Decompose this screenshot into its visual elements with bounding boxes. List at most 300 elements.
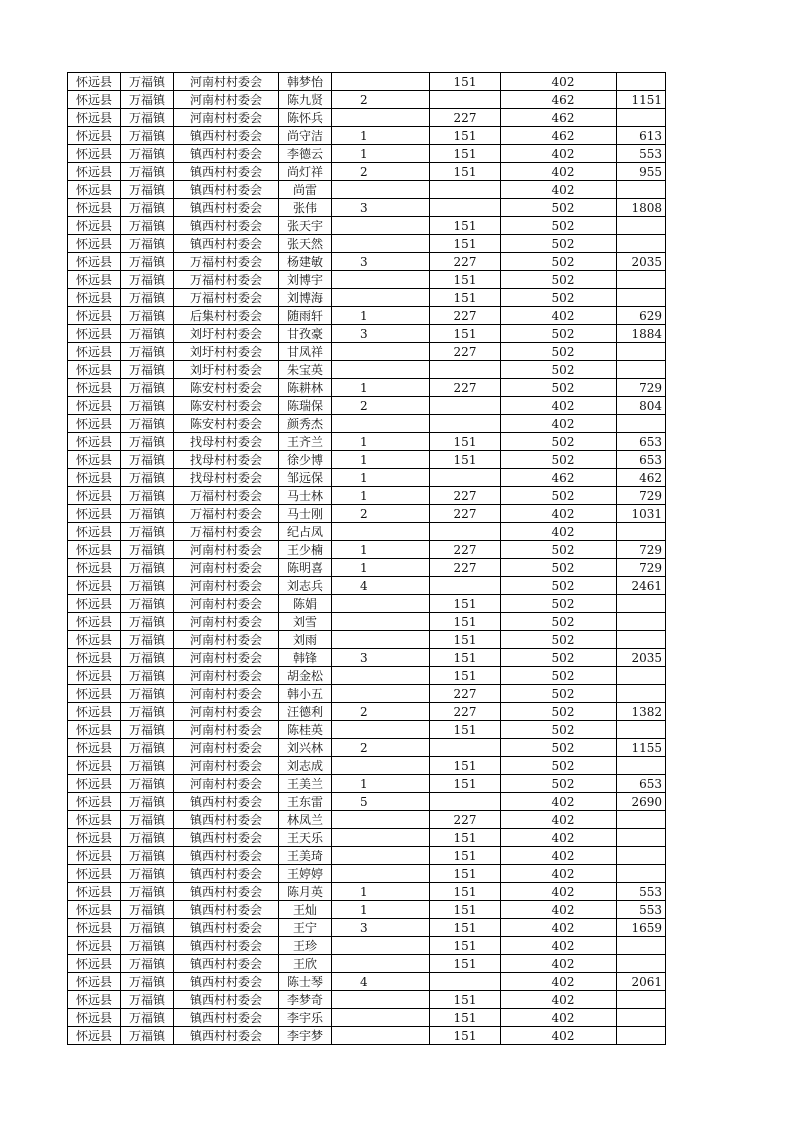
- count-cell: 1: [332, 127, 430, 145]
- name-cell: 刘雨: [279, 631, 332, 649]
- amount-a-cell: 227: [430, 685, 501, 703]
- name-cell: 尚雷: [279, 181, 332, 199]
- total-cell: [617, 73, 666, 91]
- town-cell: 万福镇: [121, 145, 174, 163]
- amount-b-cell: 502: [501, 289, 617, 307]
- county-cell: 怀远县: [68, 955, 121, 973]
- amount-a-cell: [430, 973, 501, 991]
- village-cell: 河南村村委会: [174, 595, 279, 613]
- amount-b-cell: 502: [501, 217, 617, 235]
- total-cell: [617, 829, 666, 847]
- county-cell: 怀远县: [68, 775, 121, 793]
- name-cell: 徐少博: [279, 451, 332, 469]
- count-cell: [332, 1027, 430, 1045]
- count-cell: [332, 271, 430, 289]
- name-cell: 张伟: [279, 199, 332, 217]
- amount-a-cell: 151: [430, 883, 501, 901]
- table-row: [68, 541, 666, 559]
- amount-b-cell: 402: [501, 1009, 617, 1027]
- amount-b-cell: 502: [501, 703, 617, 721]
- county-cell: 怀远县: [68, 505, 121, 523]
- county-cell: 怀远县: [68, 1027, 121, 1045]
- count-cell: [332, 415, 430, 433]
- amount-a-cell: 151: [430, 271, 501, 289]
- amount-b-cell: 402: [501, 955, 617, 973]
- village-cell: 找母村村委会: [174, 451, 279, 469]
- name-cell: 王婷婷: [279, 865, 332, 883]
- total-cell: [617, 109, 666, 127]
- amount-a-cell: 227: [430, 505, 501, 523]
- county-cell: 怀远县: [68, 181, 121, 199]
- total-cell: 1884: [617, 325, 666, 343]
- village-cell: 刘圩村村委会: [174, 361, 279, 379]
- amount-b-cell: 402: [501, 73, 617, 91]
- village-cell: 河南村村委会: [174, 703, 279, 721]
- table-row: [68, 505, 666, 523]
- amount-a-cell: [430, 361, 501, 379]
- count-cell: [332, 361, 430, 379]
- amount-a-cell: 151: [430, 433, 501, 451]
- village-cell: 河南村村委会: [174, 541, 279, 559]
- amount-b-cell: 502: [501, 775, 617, 793]
- amount-a-cell: 151: [430, 325, 501, 343]
- count-cell: 3: [332, 649, 430, 667]
- table-row: [68, 991, 666, 1009]
- total-cell: 804: [617, 397, 666, 415]
- village-cell: 陈安村村委会: [174, 397, 279, 415]
- amount-a-cell: 151: [430, 955, 501, 973]
- town-cell: 万福镇: [121, 577, 174, 595]
- total-cell: [617, 1027, 666, 1045]
- amount-b-cell: 402: [501, 523, 617, 541]
- amount-a-cell: 151: [430, 847, 501, 865]
- town-cell: 万福镇: [121, 847, 174, 865]
- county-cell: 怀远县: [68, 487, 121, 505]
- table-row: [68, 271, 666, 289]
- table-row: [68, 451, 666, 469]
- table-row: [68, 649, 666, 667]
- table-row: [68, 325, 666, 343]
- village-cell: 镇西村村委会: [174, 829, 279, 847]
- amount-b-cell: 402: [501, 919, 617, 937]
- village-cell: 镇西村村委会: [174, 127, 279, 145]
- total-cell: 1031: [617, 505, 666, 523]
- amount-b-cell: 502: [501, 343, 617, 361]
- count-cell: 2: [332, 703, 430, 721]
- name-cell: 邹远保: [279, 469, 332, 487]
- count-cell: [332, 613, 430, 631]
- amount-b-cell: 402: [501, 163, 617, 181]
- total-cell: [617, 721, 666, 739]
- total-cell: [617, 595, 666, 613]
- village-cell: 河南村村委会: [174, 685, 279, 703]
- count-cell: [332, 955, 430, 973]
- village-cell: 找母村村委会: [174, 469, 279, 487]
- amount-a-cell: 227: [430, 541, 501, 559]
- amount-a-cell: [430, 793, 501, 811]
- total-cell: 1382: [617, 703, 666, 721]
- name-cell: 王天乐: [279, 829, 332, 847]
- village-cell: 镇西村村委会: [174, 235, 279, 253]
- name-cell: 马士林: [279, 487, 332, 505]
- name-cell: 陈耕林: [279, 379, 332, 397]
- county-cell: 怀远县: [68, 973, 121, 991]
- amount-a-cell: 227: [430, 703, 501, 721]
- town-cell: 万福镇: [121, 289, 174, 307]
- name-cell: 陈瑞保: [279, 397, 332, 415]
- total-cell: 653: [617, 433, 666, 451]
- county-cell: 怀远县: [68, 199, 121, 217]
- count-cell: [332, 721, 430, 739]
- table-row: [68, 811, 666, 829]
- table-row: [68, 793, 666, 811]
- town-cell: 万福镇: [121, 199, 174, 217]
- town-cell: 万福镇: [121, 667, 174, 685]
- amount-b-cell: 502: [501, 613, 617, 631]
- count-cell: 4: [332, 577, 430, 595]
- amount-b-cell: 502: [501, 667, 617, 685]
- county-cell: 怀远县: [68, 613, 121, 631]
- name-cell: 颜秀杰: [279, 415, 332, 433]
- total-cell: 553: [617, 883, 666, 901]
- town-cell: 万福镇: [121, 415, 174, 433]
- amount-b-cell: 502: [501, 559, 617, 577]
- count-cell: 1: [332, 145, 430, 163]
- town-cell: 万福镇: [121, 721, 174, 739]
- name-cell: 刘雪: [279, 613, 332, 631]
- amount-a-cell: 151: [430, 73, 501, 91]
- amount-a-cell: 227: [430, 559, 501, 577]
- table-row: [68, 919, 666, 937]
- village-cell: 镇西村村委会: [174, 793, 279, 811]
- county-cell: 怀远县: [68, 235, 121, 253]
- table-row: [68, 703, 666, 721]
- county-cell: 怀远县: [68, 811, 121, 829]
- county-cell: 怀远县: [68, 757, 121, 775]
- amount-a-cell: 227: [430, 343, 501, 361]
- count-cell: [332, 181, 430, 199]
- village-cell: 镇西村村委会: [174, 973, 279, 991]
- name-cell: 王欣: [279, 955, 332, 973]
- town-cell: 万福镇: [121, 217, 174, 235]
- town-cell: 万福镇: [121, 775, 174, 793]
- county-cell: 怀远县: [68, 721, 121, 739]
- amount-b-cell: 402: [501, 829, 617, 847]
- village-cell: 镇西村村委会: [174, 919, 279, 937]
- count-cell: 1: [332, 487, 430, 505]
- county-cell: 怀远县: [68, 937, 121, 955]
- village-cell: 河南村村委会: [174, 91, 279, 109]
- amount-b-cell: 502: [501, 235, 617, 253]
- table-row: [68, 199, 666, 217]
- town-cell: 万福镇: [121, 181, 174, 199]
- county-cell: 怀远县: [68, 541, 121, 559]
- name-cell: 张天然: [279, 235, 332, 253]
- amount-a-cell: [430, 181, 501, 199]
- village-cell: 万福村村委会: [174, 505, 279, 523]
- town-cell: 万福镇: [121, 541, 174, 559]
- name-cell: 尚灯祥: [279, 163, 332, 181]
- amount-b-cell: 402: [501, 505, 617, 523]
- total-cell: 1151: [617, 91, 666, 109]
- total-cell: 729: [617, 487, 666, 505]
- amount-b-cell: 402: [501, 847, 617, 865]
- count-cell: [332, 667, 430, 685]
- amount-a-cell: 151: [430, 451, 501, 469]
- total-cell: 729: [617, 541, 666, 559]
- village-cell: 河南村村委会: [174, 667, 279, 685]
- village-cell: 陈安村村委会: [174, 415, 279, 433]
- count-cell: 3: [332, 919, 430, 937]
- amount-a-cell: 151: [430, 631, 501, 649]
- total-cell: 1659: [617, 919, 666, 937]
- table-row: [68, 235, 666, 253]
- total-cell: [617, 415, 666, 433]
- table-row: [68, 595, 666, 613]
- town-cell: 万福镇: [121, 793, 174, 811]
- town-cell: 万福镇: [121, 397, 174, 415]
- name-cell: 刘志兵: [279, 577, 332, 595]
- total-cell: 729: [617, 559, 666, 577]
- name-cell: 陈娟: [279, 595, 332, 613]
- amount-a-cell: [430, 739, 501, 757]
- amount-a-cell: 151: [430, 901, 501, 919]
- count-cell: 3: [332, 325, 430, 343]
- count-cell: [332, 865, 430, 883]
- table-row: [68, 955, 666, 973]
- total-cell: [617, 811, 666, 829]
- town-cell: 万福镇: [121, 1027, 174, 1045]
- table-row: [68, 721, 666, 739]
- table-row: [68, 163, 666, 181]
- count-cell: 2: [332, 505, 430, 523]
- name-cell: 韩梦怡: [279, 73, 332, 91]
- total-cell: 653: [617, 451, 666, 469]
- village-cell: 万福村村委会: [174, 487, 279, 505]
- amount-a-cell: 151: [430, 595, 501, 613]
- count-cell: 3: [332, 253, 430, 271]
- count-cell: 2: [332, 739, 430, 757]
- amount-b-cell: 402: [501, 865, 617, 883]
- town-cell: 万福镇: [121, 343, 174, 361]
- town-cell: 万福镇: [121, 595, 174, 613]
- county-cell: 怀远县: [68, 397, 121, 415]
- count-cell: [332, 631, 430, 649]
- county-cell: 怀远县: [68, 649, 121, 667]
- name-cell: 陈桂英: [279, 721, 332, 739]
- county-cell: 怀远县: [68, 325, 121, 343]
- name-cell: 王美兰: [279, 775, 332, 793]
- name-cell: 韩小五: [279, 685, 332, 703]
- table-row: [68, 253, 666, 271]
- village-cell: 镇西村村委会: [174, 811, 279, 829]
- name-cell: 李宇梦: [279, 1027, 332, 1045]
- amount-b-cell: 402: [501, 415, 617, 433]
- table-row: [68, 289, 666, 307]
- village-cell: 河南村村委会: [174, 109, 279, 127]
- total-cell: [617, 667, 666, 685]
- count-cell: [332, 811, 430, 829]
- amount-b-cell: 502: [501, 595, 617, 613]
- count-cell: [332, 343, 430, 361]
- amount-a-cell: 151: [430, 991, 501, 1009]
- count-cell: 3: [332, 199, 430, 217]
- amount-b-cell: 502: [501, 631, 617, 649]
- town-cell: 万福镇: [121, 631, 174, 649]
- total-cell: [617, 1009, 666, 1027]
- name-cell: 尚守洁: [279, 127, 332, 145]
- town-cell: 万福镇: [121, 901, 174, 919]
- amount-a-cell: [430, 523, 501, 541]
- county-cell: 怀远县: [68, 145, 121, 163]
- village-cell: 镇西村村委会: [174, 937, 279, 955]
- town-cell: 万福镇: [121, 937, 174, 955]
- amount-a-cell: 227: [430, 253, 501, 271]
- count-cell: 5: [332, 793, 430, 811]
- total-cell: 1808: [617, 199, 666, 217]
- amount-a-cell: 151: [430, 667, 501, 685]
- town-cell: 万福镇: [121, 991, 174, 1009]
- amount-b-cell: 462: [501, 127, 617, 145]
- town-cell: 万福镇: [121, 361, 174, 379]
- county-cell: 怀远县: [68, 451, 121, 469]
- count-cell: [332, 829, 430, 847]
- village-cell: 河南村村委会: [174, 739, 279, 757]
- amount-a-cell: 151: [430, 1009, 501, 1027]
- table-row: [68, 829, 666, 847]
- village-cell: 找母村村委会: [174, 433, 279, 451]
- amount-b-cell: 502: [501, 487, 617, 505]
- total-cell: [617, 343, 666, 361]
- town-cell: 万福镇: [121, 91, 174, 109]
- name-cell: 随雨轩: [279, 307, 332, 325]
- county-cell: 怀远县: [68, 631, 121, 649]
- count-cell: 1: [332, 541, 430, 559]
- county-cell: 怀远县: [68, 523, 121, 541]
- table-row: [68, 307, 666, 325]
- name-cell: 王灿: [279, 901, 332, 919]
- county-cell: 怀远县: [68, 127, 121, 145]
- amount-b-cell: 402: [501, 901, 617, 919]
- county-cell: 怀远县: [68, 361, 121, 379]
- count-cell: [332, 937, 430, 955]
- town-cell: 万福镇: [121, 559, 174, 577]
- amount-a-cell: 151: [430, 829, 501, 847]
- table-row: [68, 739, 666, 757]
- total-cell: [617, 181, 666, 199]
- county-cell: 怀远县: [68, 703, 121, 721]
- county-cell: 怀远县: [68, 433, 121, 451]
- table-row: [68, 613, 666, 631]
- town-cell: 万福镇: [121, 829, 174, 847]
- town-cell: 万福镇: [121, 253, 174, 271]
- amount-a-cell: [430, 91, 501, 109]
- amount-a-cell: 227: [430, 487, 501, 505]
- amount-b-cell: 402: [501, 181, 617, 199]
- amount-a-cell: 151: [430, 289, 501, 307]
- village-cell: 万福村村委会: [174, 253, 279, 271]
- amount-b-cell: 502: [501, 541, 617, 559]
- town-cell: 万福镇: [121, 235, 174, 253]
- town-cell: 万福镇: [121, 919, 174, 937]
- count-cell: [332, 685, 430, 703]
- amount-b-cell: 502: [501, 721, 617, 739]
- village-cell: 镇西村村委会: [174, 217, 279, 235]
- total-cell: 2461: [617, 577, 666, 595]
- county-cell: 怀远县: [68, 577, 121, 595]
- name-cell: 甘凤祥: [279, 343, 332, 361]
- name-cell: 李梦奇: [279, 991, 332, 1009]
- name-cell: 陈九贤: [279, 91, 332, 109]
- village-cell: 镇西村村委会: [174, 181, 279, 199]
- county-cell: 怀远县: [68, 163, 121, 181]
- amount-b-cell: 402: [501, 973, 617, 991]
- name-cell: 甘孜豪: [279, 325, 332, 343]
- count-cell: 1: [332, 469, 430, 487]
- name-cell: 王东雷: [279, 793, 332, 811]
- total-cell: 462: [617, 469, 666, 487]
- amount-b-cell: 502: [501, 433, 617, 451]
- town-cell: 万福镇: [121, 487, 174, 505]
- table-row: [68, 109, 666, 127]
- total-cell: 653: [617, 775, 666, 793]
- name-cell: 王宁: [279, 919, 332, 937]
- name-cell: 刘博海: [279, 289, 332, 307]
- amount-b-cell: 502: [501, 325, 617, 343]
- total-cell: 2690: [617, 793, 666, 811]
- total-cell: [617, 955, 666, 973]
- amount-b-cell: 502: [501, 451, 617, 469]
- total-cell: [617, 847, 666, 865]
- county-cell: 怀远县: [68, 307, 121, 325]
- town-cell: 万福镇: [121, 271, 174, 289]
- count-cell: [332, 289, 430, 307]
- county-cell: 怀远县: [68, 415, 121, 433]
- total-cell: [617, 235, 666, 253]
- table-row: [68, 883, 666, 901]
- village-cell: 镇西村村委会: [174, 199, 279, 217]
- amount-b-cell: 502: [501, 199, 617, 217]
- table-row: [68, 757, 666, 775]
- amount-b-cell: 502: [501, 253, 617, 271]
- village-cell: 镇西村村委会: [174, 847, 279, 865]
- table-row: [68, 361, 666, 379]
- name-cell: 李德云: [279, 145, 332, 163]
- count-cell: 1: [332, 379, 430, 397]
- amount-a-cell: 151: [430, 919, 501, 937]
- total-cell: 2035: [617, 649, 666, 667]
- town-cell: 万福镇: [121, 613, 174, 631]
- amount-a-cell: 151: [430, 163, 501, 181]
- total-cell: 2061: [617, 973, 666, 991]
- amount-a-cell: 151: [430, 613, 501, 631]
- village-cell: 刘圩村村委会: [174, 343, 279, 361]
- amount-b-cell: 402: [501, 307, 617, 325]
- county-cell: 怀远县: [68, 109, 121, 127]
- village-cell: 河南村村委会: [174, 649, 279, 667]
- name-cell: 朱宝英: [279, 361, 332, 379]
- county-cell: 怀远县: [68, 595, 121, 613]
- amount-b-cell: 502: [501, 361, 617, 379]
- name-cell: 杨建敏: [279, 253, 332, 271]
- town-cell: 万福镇: [121, 307, 174, 325]
- county-cell: 怀远县: [68, 829, 121, 847]
- name-cell: 胡金松: [279, 667, 332, 685]
- village-cell: 河南村村委会: [174, 721, 279, 739]
- village-cell: 镇西村村委会: [174, 1009, 279, 1027]
- county-cell: 怀远县: [68, 217, 121, 235]
- county-cell: 怀远县: [68, 919, 121, 937]
